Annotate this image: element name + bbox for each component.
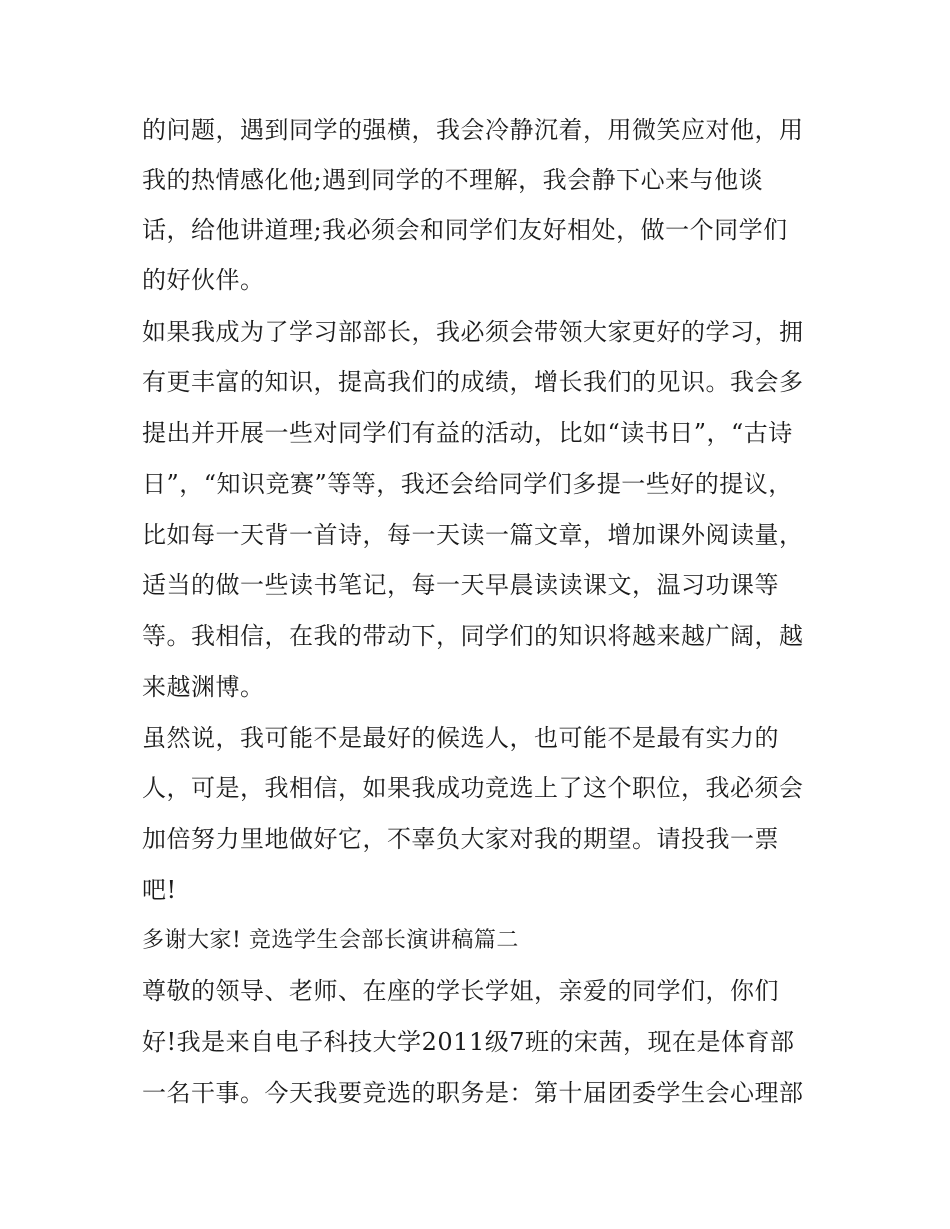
text-line-13: 虽然说，我可能不是最好的候选人，也可能不是最有实力的 — [142, 724, 779, 752]
section-heading: 多谢大家! 竞选学生会部长演讲稿篇二 — [142, 928, 519, 953]
text-line-5: 如果我成为了学习部部长，我必须会带领大家更好的学习，拥 — [142, 318, 804, 346]
text-line-8: 日”，“知识竞赛”等等，我还会给同学们多提一些好的提议， — [142, 470, 793, 498]
text-line-10: 适当的做一些读书笔记，每一天早晨读读课文，温习功课等 — [142, 571, 779, 599]
text-line-15: 加倍努力里地做好它，不辜负大家对我的期望。请投我一票 — [142, 825, 779, 853]
text-line-18: 尊敬的领导、老师、在座的学长学姐，亲爱的同学们，你们 — [142, 977, 779, 1005]
text-line-7: 提出并开展一些对同学们有益的活动，比如“读书日”，“古诗 — [142, 419, 793, 447]
text-line-1: 的问题，遇到同学的强横，我会冷静沉着，用微笑应对他，用 — [142, 116, 804, 144]
text-line-19: 好!我是来自电子科技大学2011级7班的宋茜，现在是体育部 — [142, 1028, 795, 1056]
text-line-4: 的好伙伴。 — [142, 266, 265, 294]
text-line-14: 人，可是，我相信，如果我成功竞选上了这个职位，我必须会 — [142, 774, 804, 802]
text-line-20: 一名干事。今天我要竞选的职务是：第十届团委学生会心理部 — [142, 1079, 804, 1107]
text-line-3: 话，给他讲道理;我必须会和同学们友好相处，做一个同学们 — [142, 216, 788, 244]
text-line-2: 我的热情感化他;遇到同学的不理解，我会静下心来与他谈 — [142, 166, 764, 194]
text-line-6: 有更丰富的知识，提高我们的成绩，增长我们的见识。我会多 — [142, 368, 804, 396]
text-line-16: 吧! — [142, 876, 177, 904]
text-line-11: 等。我相信，在我的带动下，同学们的知识将越来越广阔，越 — [142, 622, 804, 650]
text-line-12: 来越渊博。 — [142, 673, 265, 701]
text-line-9: 比如每一天背一首诗，每一天读一篇文章，增加课外阅读量， — [142, 521, 804, 549]
